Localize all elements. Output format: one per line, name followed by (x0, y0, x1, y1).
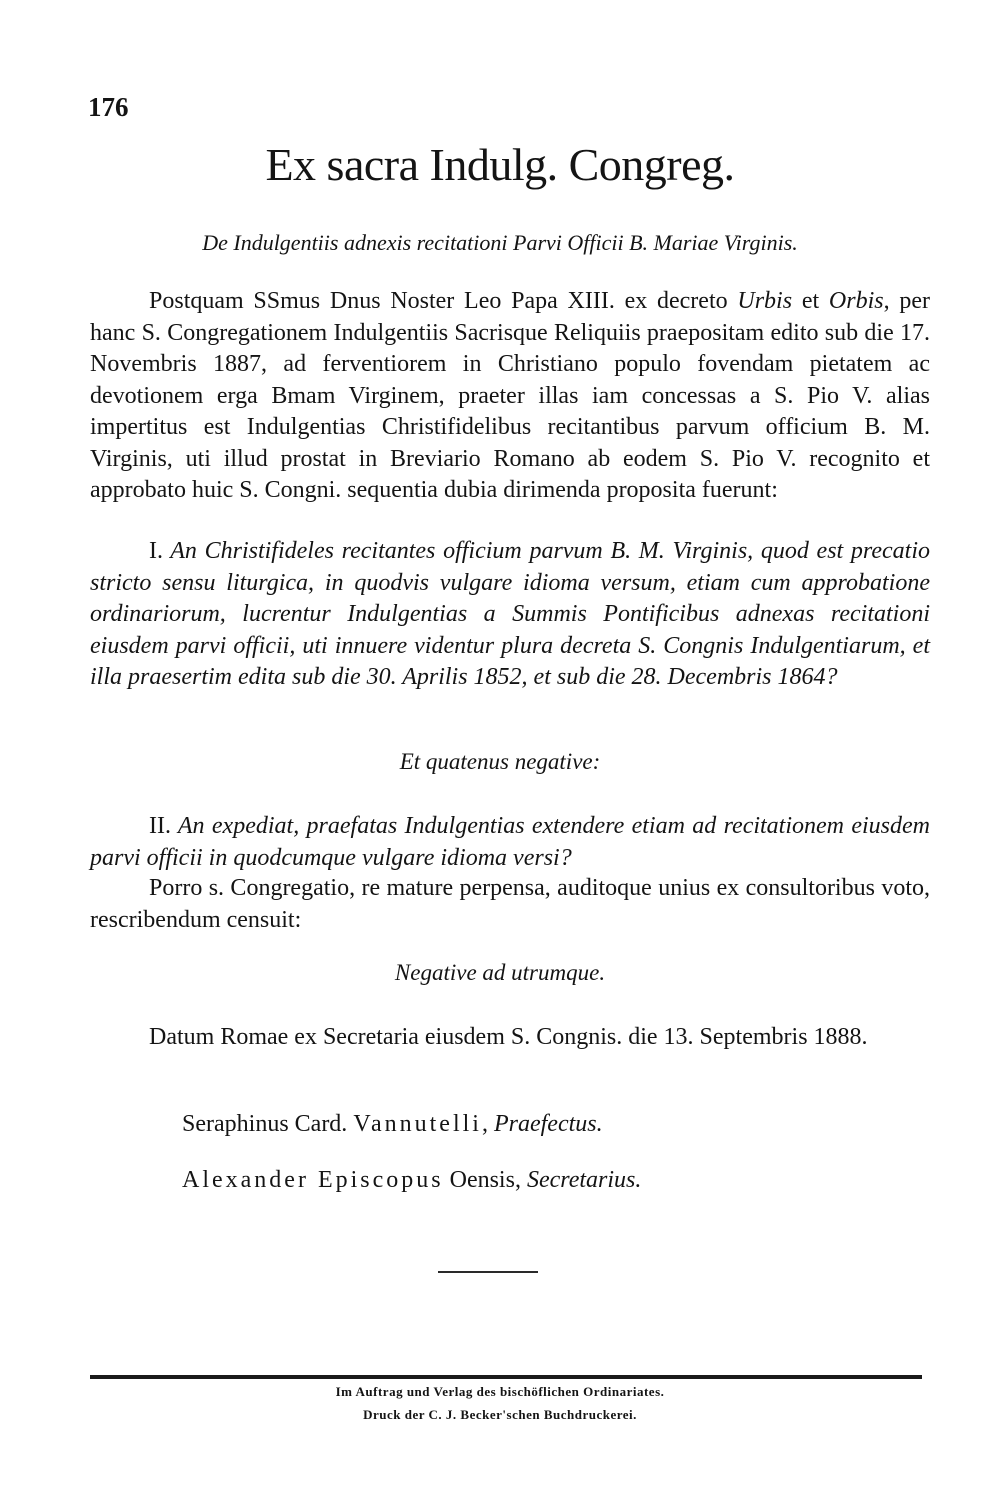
paragraph-datum: Datum Romae ex Secretaria eiusdem S. Congnis. die 13. Septembris 1888. (149, 1024, 868, 1050)
secretary-see: Oensis, (443, 1167, 527, 1193)
question-two-number: II. (149, 813, 171, 839)
page-title: Ex sacra Indulg. Congreg. (265, 139, 735, 190)
question-two (90, 811, 930, 874)
signature-prefect (182, 1111, 603, 1138)
term-orbis: Orbis (828, 288, 884, 314)
intro-part-1: Postquam SSmus Dnus Noster Leo Papa XIII. ex decreto (149, 288, 738, 314)
prefect-surname: Vannutelli (353, 1111, 482, 1137)
negative-ad-utrumque: Negative ad utrumque. (394, 960, 606, 985)
term-urbis: Urbis (737, 288, 793, 314)
prefect-role: Praefectus. (493, 1111, 603, 1137)
intro-part-3: , per hanc S. Congregationem Indulgentiis Sacrisque Reliquiis praepositam edito sub die 17. Novembris 1887, ad ferventiorem in Christiano populo fovendam pietatem ac devotionem erga Bmam Virginem, praeter illas iam concessas a S. Pio V. alias impertitus est Indulgentias Christifidelibus recitantibus parvum officium B. M. Virginis, uti illud prostat in Breviario Romano ab eodem S. Pio V. recognito et approbato huic S. Congni. sequentia dubia dirimenda proposita fuerunt: (90, 288, 930, 503)
prefect-name: Seraphinus Card. (182, 1111, 354, 1137)
secretary-name: Alexander Episcopus (182, 1167, 444, 1193)
imprint-line-2: Druck der C. J. Becker'schen Buchdruckerei. (363, 1407, 637, 1422)
secretary-role: Secretarius. (526, 1167, 642, 1193)
imprint-line-1: Im Auftrag und Verlag des bischöflichen Ordinariates. (335, 1384, 665, 1399)
question-one-text: An Christifideles recitantes officium parvum B. M. Virginis, quod est precatio stricto sensu liturgica, in quodvis vulgare idioma versum, etiam cum approbatione ordinariorum, lucrentur Indulgentias a Summis Pontificibus adnexas recitationi eiusdem parvi officii, uti innuere videntur plura decreta S. Congnis Indulgentiarum, et illa praesertim edita sub die 30. Aprilis 1852, et sub die 28. Decembris 1864? (90, 538, 930, 690)
signature-secretary (182, 1167, 641, 1194)
question-one (90, 536, 930, 694)
paragraph-intro (90, 286, 930, 507)
question-two-text: An expediat, praefatas Indulgentias extendere etiam ad recitationem eiusdem parvi officii in quodcumque vulgare idioma versi? (90, 813, 930, 871)
paragraph-porro: Porro s. Congregatio, re mature perpensa, auditoque unius ex consultoribus voto, rescribendum censuit: (90, 875, 930, 933)
section-divider (438, 1271, 538, 1273)
intro-part-2: et (792, 288, 829, 314)
prefect-separator: , (481, 1111, 494, 1137)
footer-rule (90, 1375, 922, 1379)
page-number: 176 (88, 92, 129, 122)
et-quatenus: Et quatenus negative: (399, 749, 601, 774)
page-subtitle: De Indulgentiis adnexis recitationi Parvi Officii B. Mariae Virginis. (202, 230, 798, 255)
question-one-number: I. (149, 538, 163, 564)
